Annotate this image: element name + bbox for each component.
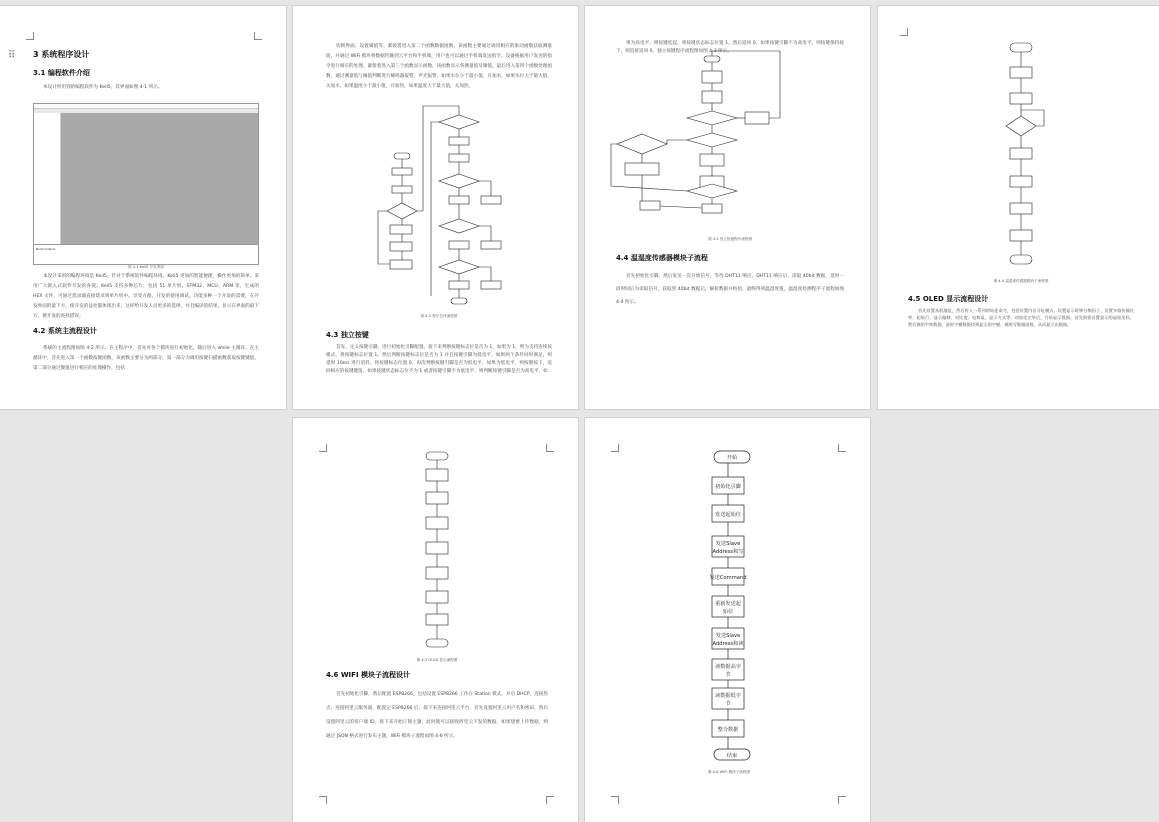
iic-step3a-text: 发送Slave (715, 541, 741, 547)
heading-main-flow: 4.2 系统主流程设计 (33, 327, 97, 335)
iic-step5b-text: 始位 (722, 609, 734, 615)
document-page-3 (585, 6, 870, 409)
iic-step7a-text: 读数据高字 (715, 664, 741, 670)
crop-mark (838, 796, 846, 804)
heading-system-design: 3 系统程序设计 (33, 50, 90, 59)
document-page-6 (585, 418, 870, 822)
iic-step5a-text: 重新发送起 (715, 601, 741, 607)
crop-mark (611, 796, 619, 804)
caption-fig-4-2: 图 4-2 程序总体流程图 (420, 314, 458, 318)
paragraph-main-flow: 系统的主流程图如图 4-2 所示。在主程序中，首先对各个模块进行初始化，随后进入 while 主循环。在主循环中，首先进入第一个函数按键函数，该函数主要分为两部分，第一部分为调用按键扫描函数获取按键键值，第二部分通过键值进行相应的处理操作，包括 (33, 346, 259, 371)
flowchart-fig-4-3 (585, 6, 870, 246)
caption-fig-4-6: 图 4-6 WIFI 模块子流程图 (707, 770, 751, 774)
paragraph-tools-intro: 本设计所用到的编程软件为 Keil5，其界面如图 4-1 所示。 (43, 85, 163, 90)
document-page-1 (0, 6, 286, 409)
heading-tools: 3.1 编程软件介绍 (33, 69, 90, 77)
paragraph-tools-desc: 本设计采用的编程环境是 Keil5，针对于系统软件编程环境。Keil5 更加的智能便捷，操作更加的简单。采用广大嵌入式软件开发的喜爱。Keil5 支持多种芯片，包括 51 单片机、STM32、MCU、ARM 等，生成的 HEX 文件，可通过烧录器直接烧录到单片机中。享受方便、开发的使用调试。功能多种一个开发的需要，在开发界面的最下方，使开发的益处都体现出来，这样给开发人员更多的选择，并且编译的结果，显示在界面的最下方，便开发的查找错误。 (33, 274, 259, 319)
heading-key: 4.3 独立按键 (326, 331, 369, 339)
iic-step7b-text: 节 (725, 672, 731, 678)
caption-fig-4-5: 图 4-5 OLED 显示流程图 (416, 658, 458, 662)
caption-fig-4-1: 图 4-1 Keil5 开发界面 (128, 265, 164, 269)
flowchart-fig-4-2 (293, 6, 578, 326)
caption-fig-4-4: 图 4-4 温湿度传感器模块子流程图 (993, 279, 1049, 283)
heading-dht: 4.4 温湿度传感器模块子流程 (616, 254, 708, 262)
caption-fig-4-3: 图 4-3 独立按键程序流程图 (707, 237, 753, 241)
iic-step6b-text: Address和读 (712, 641, 744, 647)
flowchart-fig-4-5 (293, 418, 578, 658)
iic-step1-text: 初始化引脚 (715, 484, 741, 490)
crop-mark (319, 796, 327, 804)
paragraph-key: 首先，定义按键引脚，进行初始化引脚配置。接下来判断按键标志位是否为 1，如果为 1，则为支持连续按模式，将按键标志位置 1。然后判断按键标志位是否为 1 并且按键引脚为低电平，如果两个条件同时满足，则延时 10ms 进行消抖，将按键标志位置 0。再次判断按键引脚是否为低电平，如果为低电平，则按键按下，返回相应的按键键值。如果按键状态标志位不为 1 或者按键引脚不为低电平，则判断按键引脚是否为高电平，如 (326, 345, 552, 374)
iic-end-text: 结束 (726, 753, 738, 759)
document-page-5 (293, 418, 578, 822)
document-page-2 (293, 6, 578, 409)
paragraph-main-cont: 切换界面、设置阈值等。紧接着进入第二个函数数据函数，该函数主要通过调用相应的驱动函数获取测量值，并通过 WiFi 模块将数据传输到云平台和手机端，用户也可以通过手机端发送指令。设备根据用户发送的指令进行相应的处理。紧接着进入第三个函数显示函数，该函数显示各测量值及阈值，最后进入第四个函数处理函数，通过测量值与阈值判断进行蜂鸣器报警、声光报警。如果水位小于最小值，开加水，如果水位大于最大值，关加水，如果温度小于最小值，开加热，如果温度大于最大值，关加热。 (326, 44, 552, 89)
iic-step2-text: 发送起始位 (715, 512, 741, 518)
paragraph-oled: 首先设置从机地址，然后传入一系列初始化命令，包括设置内存寻址模式、设置显示时钟分频因子、设置多路传输比率、起始行、显示偏移、对比度、电荷泵、显示方式等。初始化完毕后，开始显示数据。首先需要设置显示的起始坐标，然后调用字库数据，此时字模数据找到显示的字模，调用写数据函数，从而显示出数据。 (908, 308, 1134, 327)
iic-step9-text: 整合数据 (717, 727, 739, 733)
crop-mark (26, 32, 34, 40)
flowchart-fig-4-6 (585, 418, 870, 768)
heading-oled: 4.5 OLED 显示流程设计 (908, 295, 989, 303)
crop-mark (254, 32, 262, 40)
drag-handle-icon[interactable]: ⠿ (8, 50, 15, 61)
crop-mark (546, 796, 554, 804)
flowchart-fig-4-4 (878, 6, 1159, 276)
ide-build-label: Build Output (36, 247, 55, 251)
iic-start-text: 开始 (726, 455, 738, 461)
ide-screenshot (33, 103, 259, 265)
heading-wifi: 4.6 WIFI 模块子流程设计 (326, 671, 410, 679)
paragraph-wifi: 首先初始化引脚，然后配置 ESP8266，包括设置 ESP8266 工作在 Station 模式，并启 DHCP，连接热点，连接阿里云服务器，配置完 ESP8266 后，接下来连接阿里云平台，首先设置阿里云用户名和密码，然后设置阿里云的客户端 ID，接下来开始订阅主题，此时就可以接收阿里云下发的数据，如果想要上传数据，则通过 JSON 格式进行发布主题，WiFi 模块子流程如图 4-6 所示。 (326, 692, 548, 739)
iic-step4-text: 发送Command (709, 575, 747, 581)
iic-step6a-text: 发送Slave (715, 633, 741, 639)
iic-step8a-text: 读数据低字 (715, 693, 741, 699)
iic-step3b-text: Address和写 (712, 549, 744, 555)
paragraph-key-cont: 果为高电平，则按键松起，将按键状态标志位置 1。然后返回 0。如果按键引脚不为高电平，则按键保持按下，则直接返回 0。独立按键程序流程图如图 4-3 所示。 (616, 41, 844, 54)
iic-step8b-text: 节 (725, 701, 731, 707)
document-page-4 (878, 6, 1159, 409)
paragraph-dht: 首先初始化引脚，然后发送一次开始信号，等待 DHT11 响应，DHT11 响应后，读取 40bit 数据，延时一段时间后为读取信号，获取到 40bit 数据后，解析数据并校验，最终得到温湿度值，温湿度检测程序子流程如图 4-4 所示。 (616, 274, 844, 305)
